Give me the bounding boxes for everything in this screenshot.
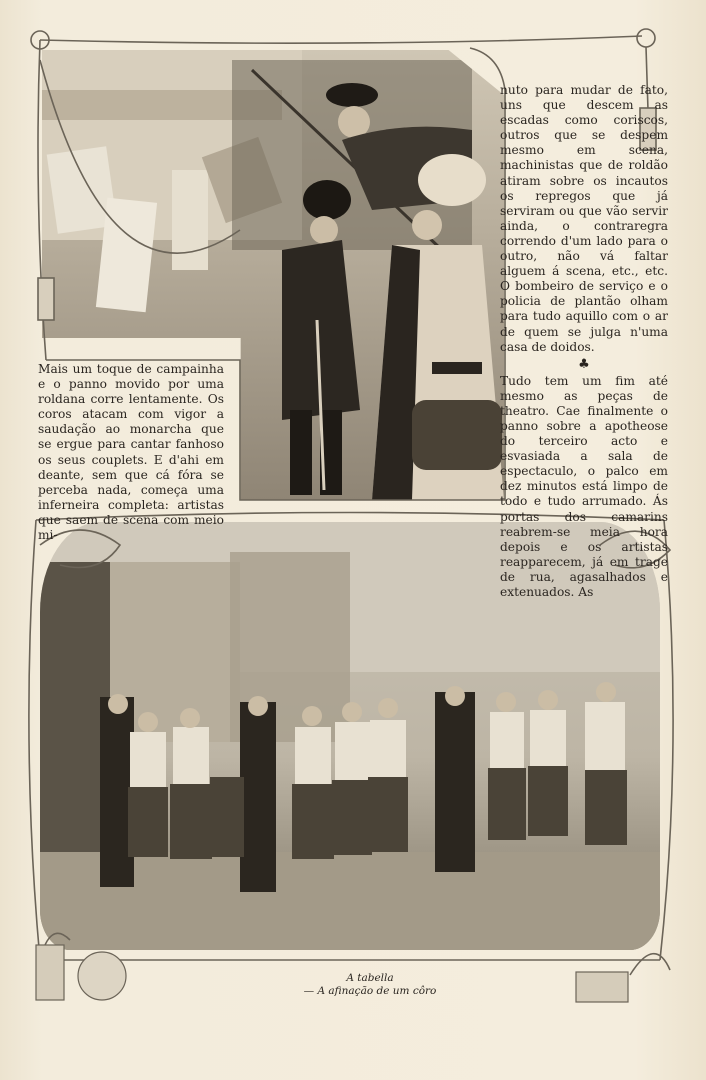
left-paragraph: Mais um toque de campainha e o panno movido por uma roldana corre lentamente. Os coros atacam com vigor a saudação ao monarcha que se ergue para cantar fanhoso os seus couplets. E d'ahi em deante, sem que cá fóra se perceba nada, começa uma inferneira completa: artistas que saem de scena com meio mi- <box>38 362 224 543</box>
photo-caption <box>200 972 540 998</box>
right-column-text <box>500 83 668 600</box>
right-paragraph-2: Tudo tem um fim até mesmo as peças de theatro. Cae finalmente o panno sobre a apotheose do terceiro acto e esvasiada a sala de espectaculo, o palco em dez minutos está limpo de todo e tudo arrumado. Ás portas dos camarins reabrem-se meia hora depois e os artistas reapparecem, já em trage de rua, agasalhados e extenuados. As <box>500 373 668 599</box>
right-paragraph-1: nuto para mudar de fato, uns que descem as escadas como coriscos, outros que se despem mesmo em scena, machinistas que de roldão atiram sobre os incautos os repregos que já serviram ou que vão servir ainda, o contraregra correndo d'um lado para o outro, não vá faltar alguem á scena, etc., etc. O bombeiro de serviço e o policia de plantão olham para tudo aquillo com o ar de quem se julga n'uma casa de doidos. <box>500 83 668 354</box>
caption-line-1: A tabella <box>346 972 394 984</box>
club-separator-icon: ♣ <box>578 356 590 372</box>
caption-line-2: — A afinação de um côro <box>303 985 437 997</box>
left-column-text <box>38 362 224 543</box>
